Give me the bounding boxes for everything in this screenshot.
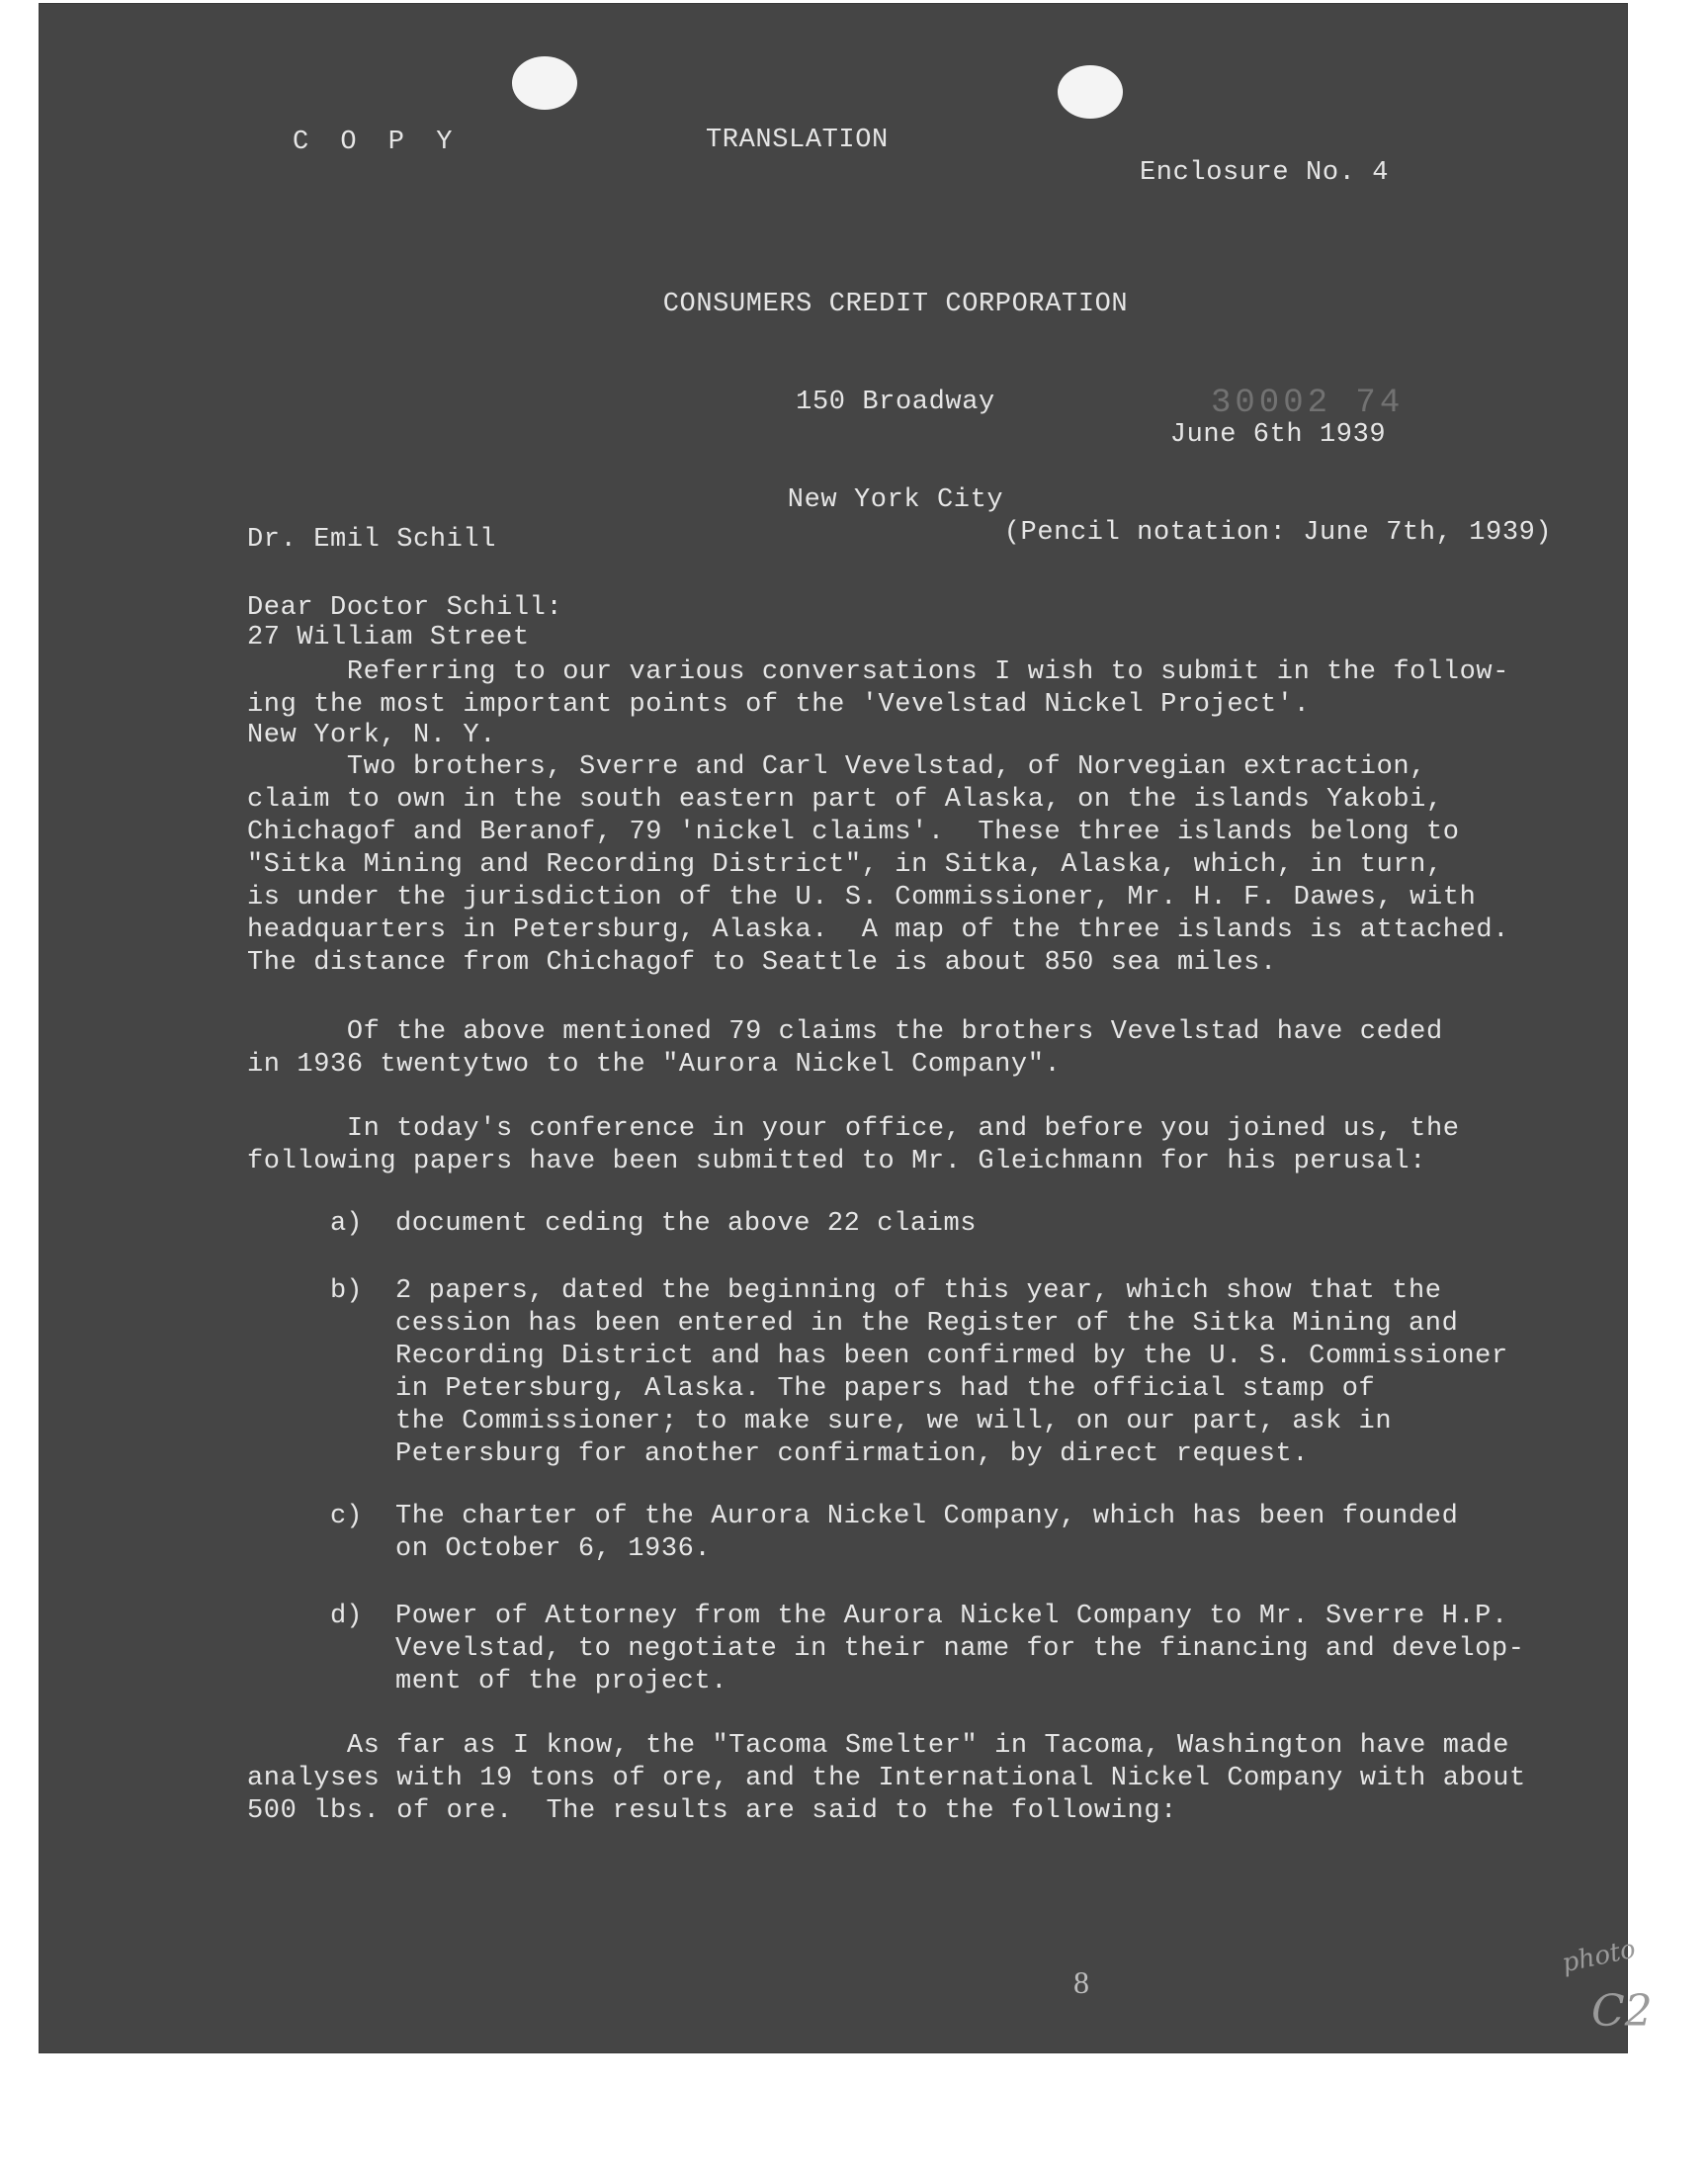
paragraph-analyses: As far as I know, the "Tacoma Smelter" in Tacoma, Washington have made analyses with 19 tons of ore, and the International Nickel Company with about 500 lbs. of ore. The results are said to the following: [247,1731,1526,1826]
enclosure-label: Enclosure No. 4 [1140,158,1390,188]
letter-date: June 6th 1939 [1169,420,1387,450]
list-item-text: The charter of the Aurora Nickel Company, which has been founded on October 6, 1936. [395,1502,1459,1564]
sender-city: New York City [787,485,1004,515]
archive-stamp: 30002 74 [1211,385,1405,422]
paragraph-conference: In today's conference in your office, and before you joined us, the following papers have been submitted to Mr. Gleichmann for his perusal: [247,1114,1460,1176]
page-number: 8 [1073,1964,1089,2000]
list-item-text: document ceding the above 22 claims [395,1209,978,1239]
list-item-text: Power of Attorney from the Aurora Nickel Company to Mr. Sverre H.P. Vevelstad, to negotiate in their name for the financing and develop- ment of the project. [395,1602,1525,1696]
recipient-street: 27 William Street [247,623,530,652]
punch-hole [1058,65,1123,119]
sender-street: 150 Broadway [796,388,995,417]
pencil-note: photo [1559,1934,1639,1979]
paragraph-intro: Referring to our various conversations I wish to submit in the follow- ing the most important points of the 'Vevelstad Nickel Project'. [247,657,1509,720]
pencil-mark: C2 [1591,1986,1653,2037]
list-item-letter: d) [330,1602,363,1631]
list-item-letter: b) [330,1276,363,1306]
list-item-letter: c) [330,1502,363,1531]
sender-name: CONSUMERS CREDIT CORPORATION [662,290,1129,319]
pencil-date: (Pencil notation: June 7th, 1939) [1003,518,1553,548]
translation-label: TRANSLATION [706,126,889,155]
paragraph-claims: Two brothers, Sverre and Carl Vevelstad, of Norvegian extraction, claim to own in the south eastern part of Alaska, on the islands Yakobi, Chichagof and Beranof, 79 'nickel claims'. These three islands belong to "Sitka Mining and Recording District", in Sitka, Alaska, which, in turn, is under the jurisdiction of the U. S. Commissioner, Mr. H. F. Dawes, with headquarters in Petersburg, Alaska. A map of the three islands is attached. The distance from Chichagof to Seattle is about 850 sea miles. [247,752,1509,978]
paragraph-cession: Of the above mentioned 79 claims the brothers Vevelstad have ceded in 1936 twentytwo to the "Aurora Nickel Company". [247,1017,1443,1080]
recipient-name: Dr. Emil Schill [247,525,497,555]
punch-hole [512,56,577,110]
list-item-text: 2 papers, dated the beginning of this year, which show that the cession has been entered in the Register of the Sitka Mining and Recording District and has been confirmed by the U. S. Commissioner in Petersburg, Alaska. The papers had the official stamp of the Commissioner; to make sure, we will, on our part, ask in Petersburg for another confirmation, by direct request. [395,1276,1508,1469]
recipient-city: New York, N. Y. [247,721,497,750]
salutation: Dear Doctor Schill: [247,593,563,623]
list-item-letter: a) [330,1209,363,1239]
document-sheet [40,4,1653,2052]
copy-label: C O P Y [293,128,461,157]
